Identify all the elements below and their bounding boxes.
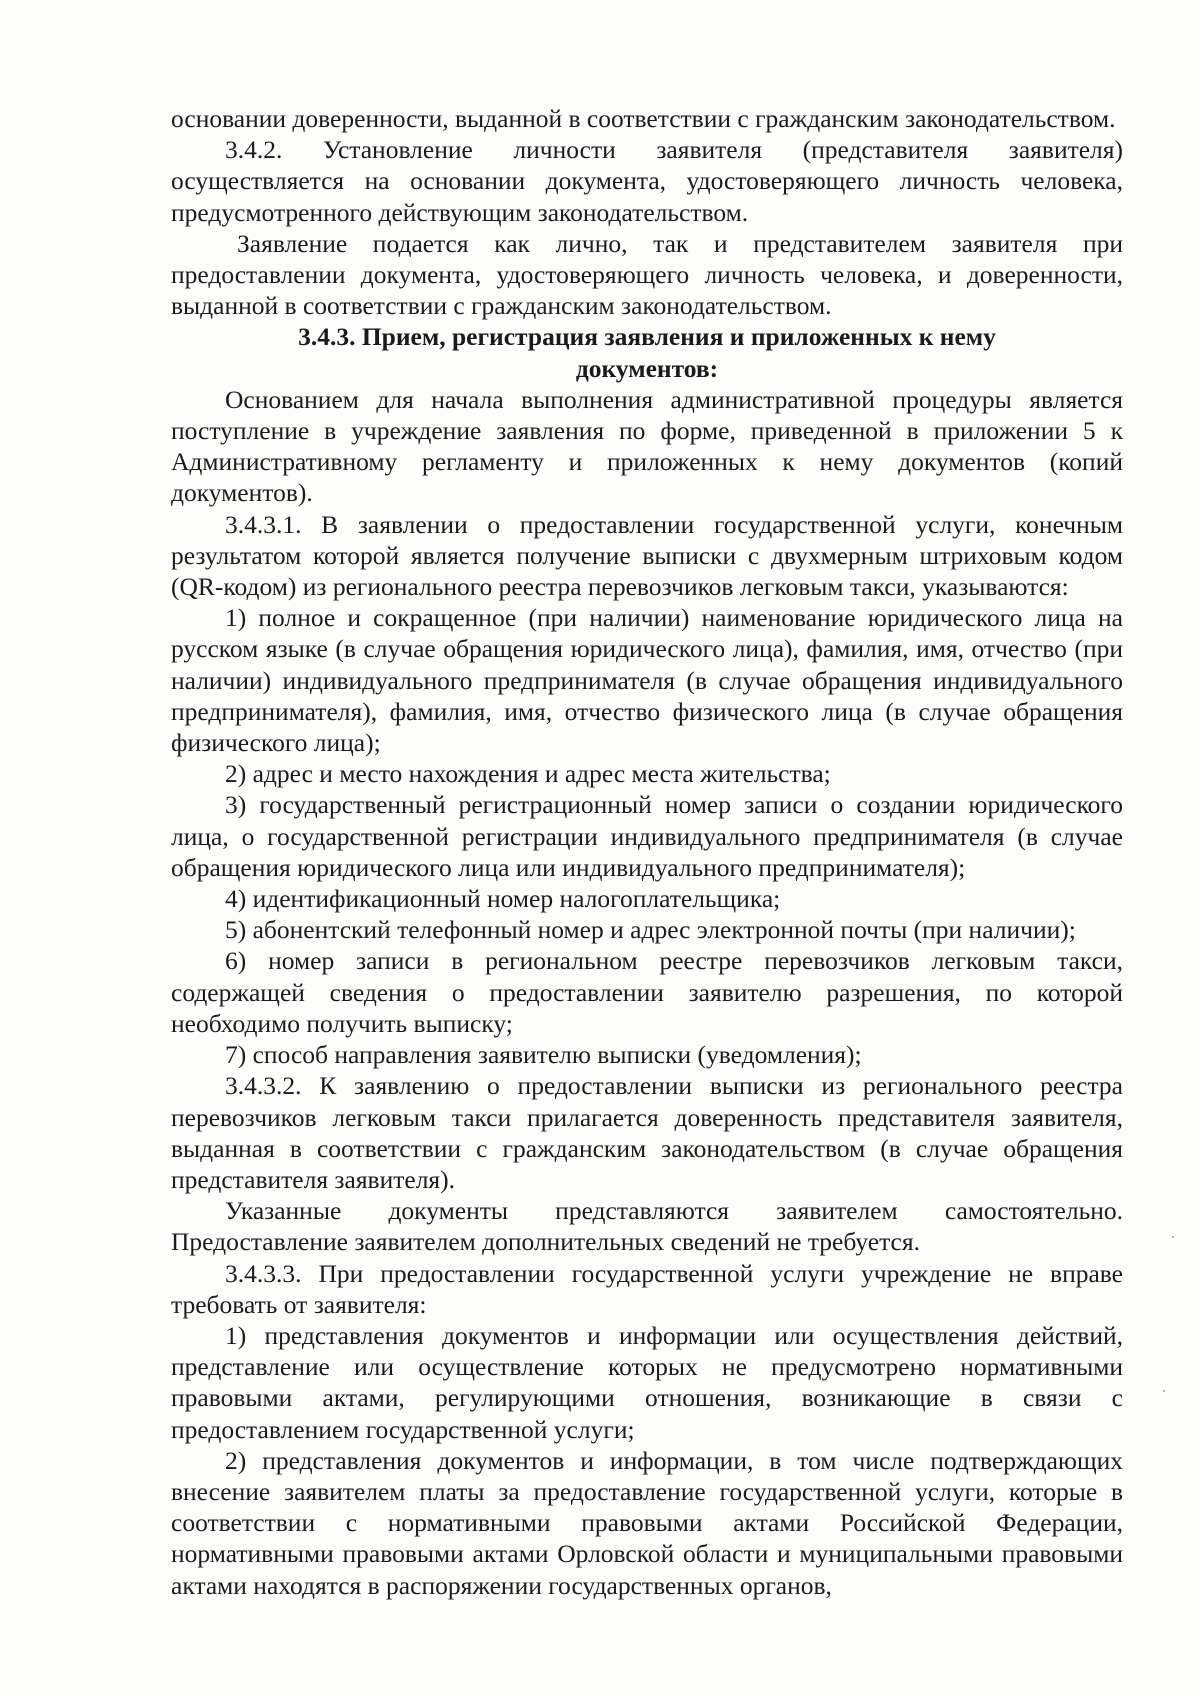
paragraph-continuation: основании доверенности, выданной в соответствии с гражданским законодательством. [171,104,1116,133]
paragraph-3-4-2: 3.4.2. Установление личности заявителя (представителя заявителя) осуществляется на основании документа, удостоверяющего личность человека, предусмотренного действующим законодательством. [171,135,1123,227]
list-item-3: 3) государственный регистрационный номер записи о создании юридического лица, о государственной регистрации индивидуального предпринимателя (в случае обращения юридического лица или индивидуального предпринимателя); [171,790,1123,882]
scan-speck [1172,1236,1174,1238]
paragraph-application-submission: Заявление подается как лично, так и представителем заявителя при предоставлении документа, удостоверяющего личность человека, и доверенности, выданной в соответствии с гражданским законодательством. [171,228,1123,321]
prohibition-item-1: 1) представления документов и информации или осуществления действий, представление или осуществление которых не предусмотрено нормативными правовыми актами, регулирующими отношения, возникающие в связи с предоставлением государственной услуги; [171,1320,1123,1444]
list-item-4: 4) идентификационный номер налогоплательщика; [225,884,781,914]
paragraph-3-4-3-1: 3.4.3.1. В заявлении о предоставлении государственной услуги, конечным результатом которой является получение выписки с двухмерным штриховым кодом (QR-кодом) из регионального реестра перевозчиков легковым такси, указываются: [171,509,1123,602]
list-item-2: 2) адрес и место нахождения и адрес места жительства; [225,759,831,789]
document-body [171,103,1123,1601]
paragraph-basis: Основанием для начала выполнения административной процедуры является поступление в учреждение заявления по форме, приведенной в приложении 5 к Административному регламенту и приложенных к нему документов (копий документов). [171,384,1123,508]
list-item-7: 7) способ направления заявителю выписки (уведомления); [225,1040,862,1070]
prohibition-item-2: 2) представления документов и информации, в том числе подтверждающих внесение заявителем платы за предоставление государственной услуги, которые в соответствии с нормативными правовыми актами Российской Федерации, нормативными правовыми актами Орловской области и муниципальными правовыми актами находятся в распоряжении государственных органов, [171,1445,1123,1600]
list-item-6: 6) номер записи в региональном реестре перевозчиков легковым такси, содержащей сведения о предоставлении заявителю разрешения, по которой необходимо получить выписку; [171,946,1123,1038]
list-item-1: 1) полное и сокращенное (при наличии) наименование юридического лица на русском языке (в случае обращения юридического лица), фамилия, имя, отчество (при наличии) индивидуального предпринимателя (в случае обращения индивидуального предпринимателя), фамилия, имя, отчество физического лица (в случае обращения физического лица); [171,603,1123,758]
list-item-5: 5) абонентский телефонный номер и адрес электронной почты (при наличии); [225,915,1076,945]
paragraph-3-4-3-3: 3.4.3.3. При предоставлении государственной услуги учреждение не вправе требовать от заявителя: [171,1258,1123,1319]
paragraph-3-4-3-2: 3.4.3.2. К заявлению о предоставлении выписки из регионального реестра перевозчиков легковым такси прилагается доверенность представителя заявителя, выданная в соответствии с гражданским законодательством (в случае обращения представителя заявителя). [171,1071,1123,1194]
scan-speck [1163,1390,1165,1392]
paragraph-documents-submitted: Указанные документы представляются заявителем самостоятельно. Предоставление заявителем дополнительных сведений не требуется. [171,1196,1123,1257]
section-heading-3-4-3: 3.4.3. Прием, регистрация заявления и приложенных к нему документов: [298,322,996,383]
